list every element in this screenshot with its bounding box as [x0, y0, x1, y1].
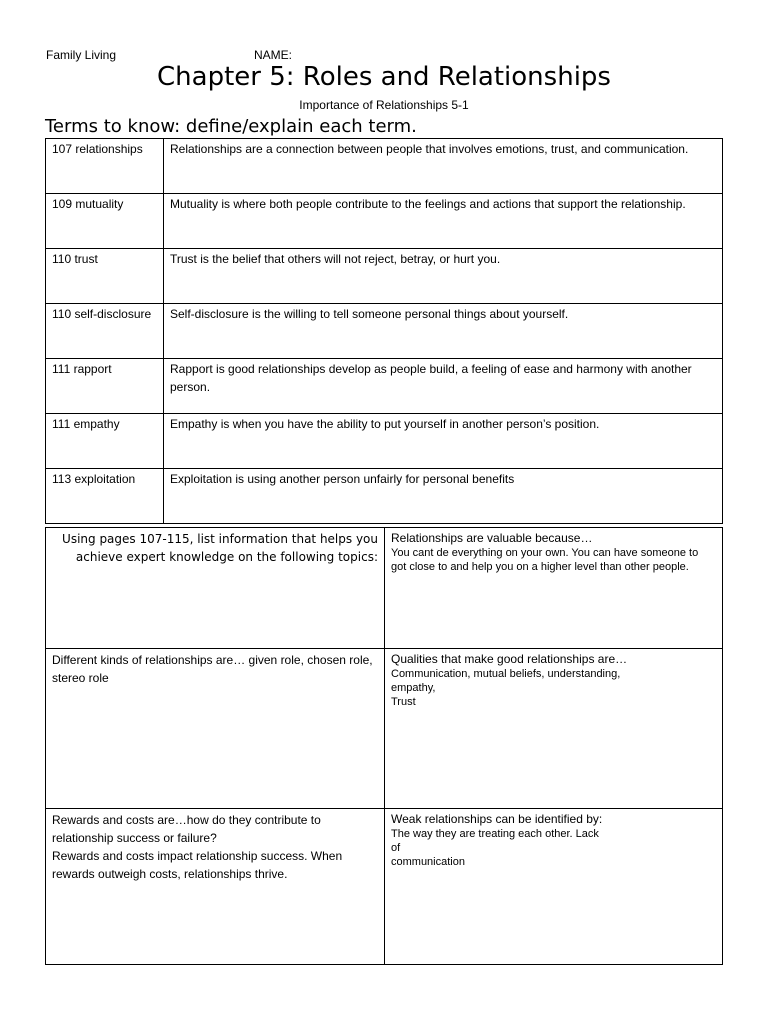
- definition-cell[interactable]: Exploitation is using another person unfairly for personal benefits: [164, 469, 723, 524]
- definition-cell[interactable]: Empathy is when you have the ability to put yourself in another person’s position.: [164, 414, 723, 469]
- term-row: [46, 359, 723, 414]
- topics-table: [45, 527, 723, 965]
- topics-row: [46, 649, 723, 809]
- qualities-prompt: Qualities that make good relationships are…: [391, 652, 628, 666]
- definition-cell[interactable]: Mutuality is where both people contribute to the feelings and actions that support the relationship.: [164, 194, 723, 249]
- valuable-prompt: Relationships are valuable because…: [391, 531, 593, 545]
- kinds-cell[interactable]: [46, 649, 385, 809]
- definition-cell[interactable]: Relationships are a connection between people that involves emotions, trust, and communication.: [164, 139, 723, 194]
- weak-answer[interactable]: The way they are treating each other. Lack of communication: [391, 828, 599, 868]
- term-row: [46, 304, 723, 359]
- kinds-prompt: Different kinds of relationships are… given role, chosen role, stereo role: [52, 653, 373, 685]
- topics-row: [46, 528, 723, 649]
- definition-cell[interactable]: Self-disclosure is the willing to tell someone personal things about yourself.: [164, 304, 723, 359]
- definition-cell[interactable]: Rapport is good relationships develop as people build, a feeling of ease and harmony with another person.: [164, 359, 723, 414]
- course-label: Family Living: [46, 48, 117, 62]
- term-row: [46, 249, 723, 304]
- term-row: [46, 194, 723, 249]
- topics-instructions: Using pages 107-115, list information that helps you achieve expert knowledge on the following topics:: [46, 528, 385, 649]
- term-row: [46, 139, 723, 194]
- term-cell: 113 exploitation: [46, 469, 164, 524]
- topics-row: [46, 809, 723, 965]
- weak-prompt: Weak relationships can be identified by:: [391, 812, 603, 826]
- rewards-prompt: Rewards and costs are…how do they contribute to relationship success or failure?: [52, 813, 321, 845]
- qualities-answer[interactable]: Communication, mutual beliefs, understanding, empathy, Trust: [391, 668, 621, 708]
- term-row: [46, 414, 723, 469]
- qualities-cell[interactable]: [385, 649, 723, 809]
- term-cell: 111 rapport: [46, 359, 164, 414]
- term-cell: 109 mutuality: [46, 194, 164, 249]
- valuable-cell[interactable]: [385, 528, 723, 649]
- page-subtitle: Importance of Relationships 5-1: [299, 98, 469, 112]
- name-label: NAME:: [254, 48, 293, 62]
- definition-cell[interactable]: Trust is the belief that others will not reject, betray, or hurt you.: [164, 249, 723, 304]
- term-row: [46, 469, 723, 524]
- rewards-answer[interactable]: Rewards and costs impact relationship success. When rewards outweigh costs, relationships thrive.: [52, 849, 343, 881]
- term-cell: 107 relationships: [46, 139, 164, 194]
- weak-cell[interactable]: [385, 809, 723, 965]
- term-cell: 110 self-disclosure: [46, 304, 164, 359]
- valuable-answer[interactable]: You cant de everything on your own. You can have someone to got close to and help you on a higher level than other people.: [391, 547, 699, 573]
- rewards-cell[interactable]: [46, 809, 385, 965]
- page-title: Chapter 5: Roles and Relationships: [157, 62, 611, 92]
- term-cell: 110 trust: [46, 249, 164, 304]
- terms-table: [45, 138, 723, 524]
- term-cell: 111 empathy: [46, 414, 164, 469]
- terms-heading: Terms to know: define/explain each term.: [45, 116, 417, 137]
